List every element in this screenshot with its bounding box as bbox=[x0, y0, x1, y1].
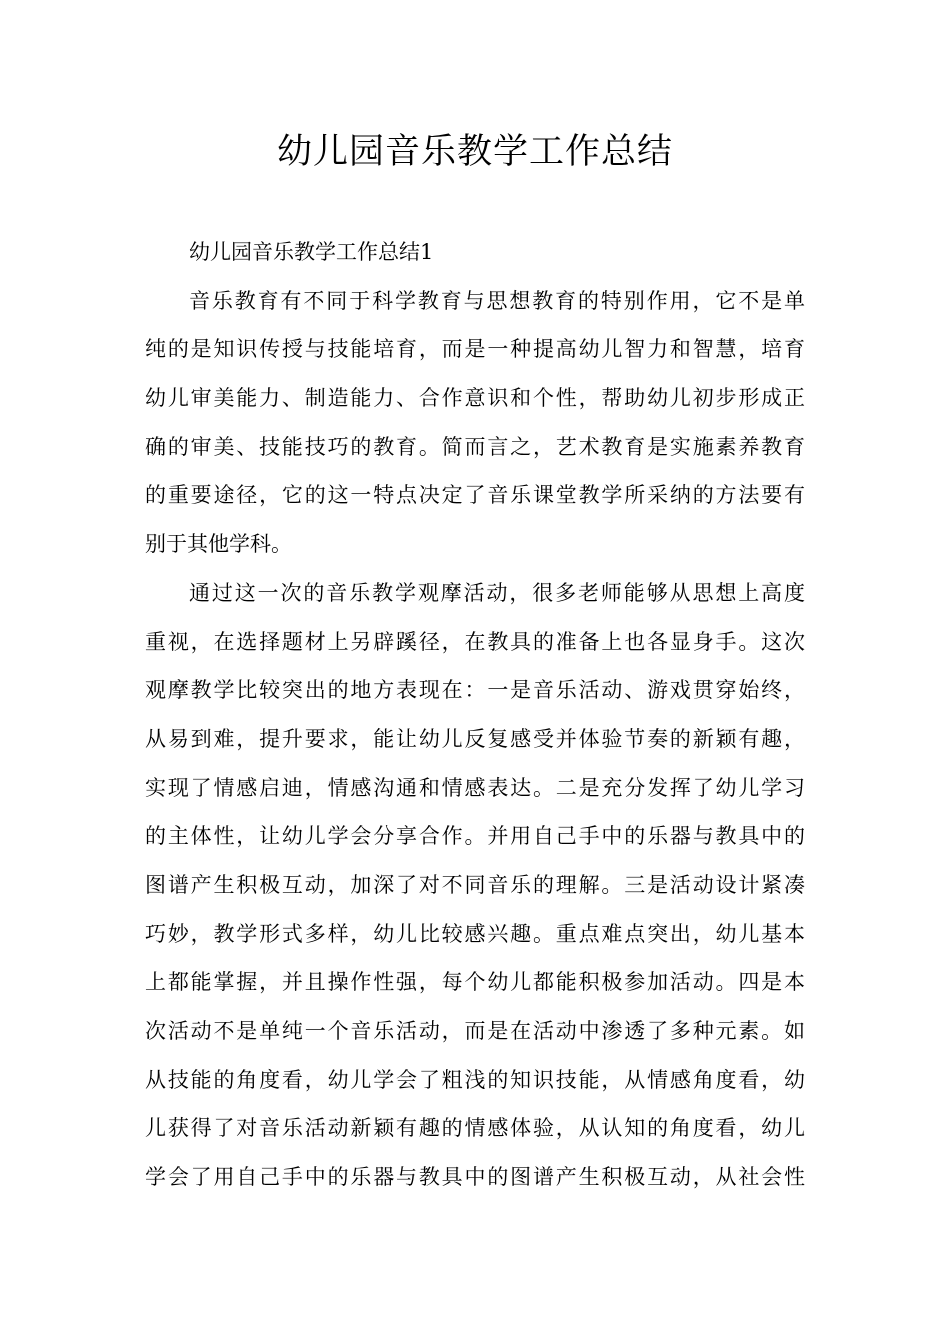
paragraph-line: 图谱产生积极互动，加深了对不同音乐的理解。三是活动设计紧凑 bbox=[145, 872, 805, 897]
paragraph-line: 从易到难，提升要求，能让幼儿反复感受并体验节奏的新颖有趣， bbox=[145, 726, 805, 751]
paragraph-line: 的主体性，让幼儿学会分享合作。并用自己手中的乐器与教具中的 bbox=[145, 824, 805, 849]
paragraph-line: 音乐教育有不同于科学教育与思想教育的特别作用，它不是单 bbox=[189, 288, 805, 313]
paragraph-line: 观摩教学比较突出的地方表现在：一是音乐活动、游戏贯穿始终， bbox=[145, 678, 805, 703]
paragraph-line: 纯的是知识传授与技能培育，而是一种提高幼儿智力和智慧，培育 bbox=[145, 337, 805, 362]
document-body bbox=[145, 236, 805, 1210]
paragraph-line: 巧妙，教学形式多样，幼儿比较感兴趣。重点难点突出，幼儿基本 bbox=[145, 921, 805, 946]
paragraph-line: 重视，在选择题材上另辟蹊径，在教具的准备上也各显身手。这次 bbox=[145, 629, 805, 654]
paragraph-line: 确的审美、技能技巧的教育。简而言之，艺术教育是实施素养教育 bbox=[145, 434, 805, 459]
paragraph-line: 儿获得了对音乐活动新颖有趣的情感体验，从认知的角度看，幼儿 bbox=[145, 1116, 805, 1141]
paragraph-line: 的重要途径，它的这一特点决定了音乐课堂教学所采纳的方法要有 bbox=[145, 483, 805, 508]
section-heading-paragraph bbox=[145, 236, 805, 269]
paragraph-2 bbox=[145, 577, 805, 1194]
paragraph-1 bbox=[145, 285, 805, 561]
paragraph-line: 学会了用自己手中的乐器与教具中的图谱产生积极互动，从社会性 bbox=[145, 1165, 805, 1190]
section-heading: 幼儿园音乐教学工作总结1 bbox=[189, 240, 434, 264]
paragraph-line: 实现了情感启迪，情感沟通和情感表达。二是充分发挥了幼儿学习 bbox=[145, 775, 805, 800]
paragraph-line: 通过这一次的音乐教学观摩活动，很多老师能够从思想上高度 bbox=[189, 580, 805, 605]
paragraph-line: 次活动不是单纯一个音乐活动，而是在活动中渗透了多种元素。如 bbox=[145, 1019, 805, 1043]
paragraph-line: 别于其他学科。 bbox=[145, 532, 292, 557]
document-title: 幼儿园音乐教学工作总结 bbox=[276, 132, 673, 172]
paragraph-line: 上都能掌握，并且操作性强，每个幼儿都能积极参加活动。四是本 bbox=[145, 970, 805, 995]
paragraph-line: 从技能的角度看，幼儿学会了粗浅的知识技能，从情感角度看，幼 bbox=[145, 1067, 805, 1092]
paragraph-line: 幼儿审美能力、制造能力、合作意识和个性，帮助幼儿初步形成正 bbox=[145, 386, 805, 411]
